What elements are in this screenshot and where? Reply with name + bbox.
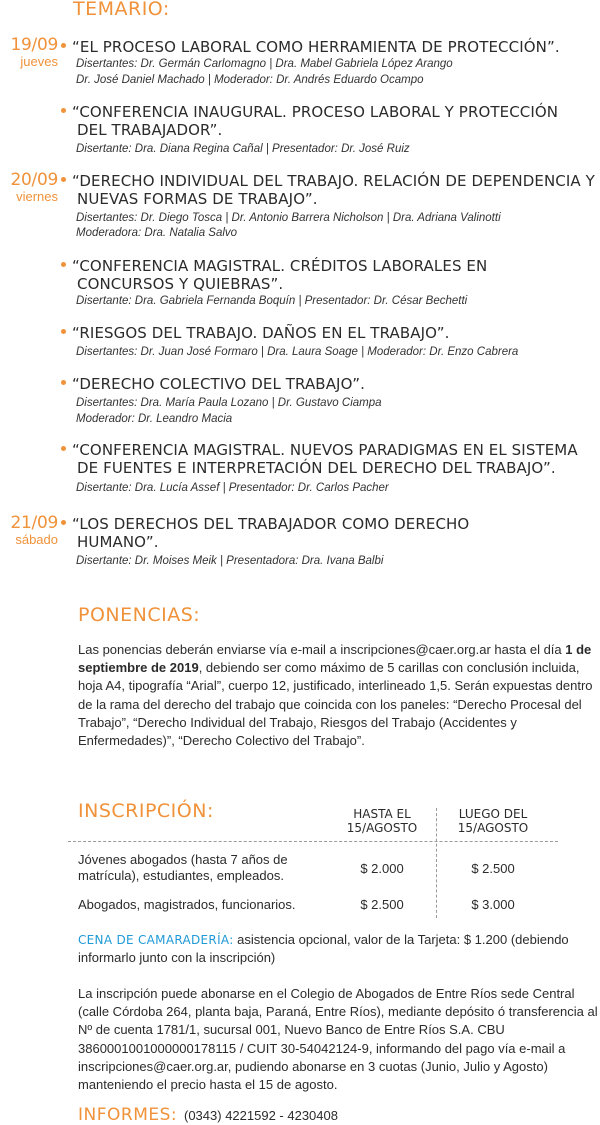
day-date-3 [0, 515, 58, 546]
bullet-icon [61, 43, 66, 48]
program-item-title: “RIESGOS DEL TRABAJO. DAÑOS EN EL TRABAJO”. [72, 324, 450, 342]
table-cell-after: $ 2.500 [471, 861, 515, 876]
day-date-label: 19/09 [10, 35, 58, 55]
program-item-title: “CONFERENCIA MAGISTRAL. NUEVOS PARADIGMAS EN EL SISTEMA DE FUENTES E INTERPRETACIÓN DEL DERECHO DEL TRABAJO”. [72, 441, 578, 477]
table-cell-before: $ 2.000 [360, 861, 404, 876]
day-date-2 [0, 172, 58, 203]
table-row-label: Jóvenes abogados (hasta 7 años de matrícula), estudiantes, empleados. [78, 852, 288, 883]
informes-phones: (0343) 4221592 - 4230408 [184, 1108, 338, 1123]
program-item-speakers-line: Disertante: Dra. Diana Regina Cañal | Presentador: Dr. José Ruiz [76, 143, 410, 155]
table-cell-after: $ 3.000 [471, 897, 515, 912]
program-item-speakers-line: Moderadora: Dra. Natalia Salvo [76, 227, 238, 239]
day-weekday-label: sábado [15, 532, 58, 547]
day-date-label: 21/09 [10, 513, 58, 533]
informes-heading: INFORMES: [78, 1105, 178, 1125]
program-item-title: “CONFERENCIA INAUGURAL. PROCESO LABORAL Y PROTECCIÓN DEL TRABAJADOR”. [72, 103, 559, 139]
ponencias-heading: PONENCIAS: [78, 604, 201, 626]
table-divider [68, 841, 558, 842]
day-weekday-label: viernes [16, 189, 58, 204]
program-item-title: “DERECHO COLECTIVO DEL TRABAJO”. [72, 375, 365, 393]
ponencias-text: , debiendo ser como máximo de 5 carillas con conclusión incluida, hoja A4, tipografía “Arial”, cuerpo 12, justificado, interlineado 1,5. Serán expuestas dentro de la rama del derecho del trabajo que coincida con los paneles: “Derecho Procesal del Trabajo”, “Derecho Individual del Trabajo, Riesgos del Trabajo (Accidentes y Enfermedades)”, “Derecho Colectivo del Trabajo”. [78, 660, 593, 749]
pago-paragraph: La inscripción puede abonarse en el Colegio de Abogados de Entre Ríos sede Central (calle Córdoba 264, planta baja, Paraná, Entre Ríos), mediante depósito ó transferencia al Nº de cuenta 1781/1, sucursal 001, Nuevo Banco de Entre Ríos S.A. CBU 3860001001000000178115 / CUIT 30-54042124-9, informando del pago vía e-mail a inscripciones@caer.org.ar, pudiendo abonarse en 3 cuotas (Junio, Julio y Agosto) manteniendo el precio hasta el 15 de agosto. [78, 986, 598, 1093]
program-item-title: “CONFERENCIA MAGISTRAL. CRÉDITOS LABORALES EN CONCURSOS Y QUIEBRAS”. [72, 257, 488, 293]
day-weekday-label: jueves [20, 54, 58, 69]
program-item-speakers-line: Disertantes: Dr. Diego Tosca | Dr. Antonio Barrera Nicholson | Dra. Adriana Valinotti [76, 212, 501, 224]
program-item-speakers-line: Dr. José Daniel Machado | Moderador: Dr. Andrés Eduardo Ocampo [76, 74, 424, 86]
inscripcion-heading: INSCRIPCIÓN: [78, 800, 214, 822]
bullet-icon [61, 262, 66, 267]
program-item-speakers-line: Disertante: Dra. Lucía Assef | Presentador: Dr. Carlos Pacher [76, 482, 389, 494]
col-header-after: LUEGO DEL 15/AGOSTO [457, 807, 529, 835]
cena-label: CENA DE CAMARADERÍA: [78, 933, 234, 947]
col-header-before: HASTA EL 15/AGOSTO [346, 807, 418, 835]
program-item-speakers-line: Moderador: Dr. Leandro Macia [76, 413, 233, 425]
program-item-speakers-line: Disertante: Dr. Moises Meik | Presentadora: Dra. Ivana Balbi [76, 555, 384, 567]
bullet-icon [61, 520, 66, 525]
table-cell-before: $ 2.500 [360, 897, 404, 912]
bullet-icon [61, 329, 66, 334]
bullet-icon [61, 108, 66, 113]
program-item-speakers-line: Disertante: Dra. Gabriela Fernanda Boquín | Presentador: Dr. César Bechetti [76, 295, 468, 307]
cena-text: asistencia opcional, valor de la Tarjeta: $ 1.200 (debiendo informarlo junto con la inscripción) [78, 932, 569, 966]
ponencias-deadline: 1 de septiembre de 2019 [78, 642, 592, 676]
bullet-icon [61, 446, 66, 451]
program-item-title: “LOS DERECHOS DEL TRABAJADOR COMO DERECHO HUMANO”. [72, 515, 470, 551]
bullet-icon [61, 380, 66, 385]
program-item-speakers-line: Disertantes: Dra. María Paula Lozano | Dr. Gustavo Ciampa [76, 397, 382, 409]
temario-heading: TEMARIO: [73, 0, 170, 20]
bullet-icon [61, 177, 66, 182]
program-item-speakers-line: Disertantes: Dr. Juan José Formaro | Dra. Laura Soage | Moderador: Dr. Enzo Cabrera [76, 346, 519, 358]
cena-paragraph [78, 931, 598, 967]
ponencias-text: Las ponencias deberán enviarse vía e-mail a inscripciones@caer.org.ar hasta el día [78, 642, 566, 657]
day-date-label: 20/09 [10, 170, 58, 190]
day-date-1 [0, 37, 58, 68]
table-row-label: Abogados, magistrados, funcionarios. [78, 897, 296, 912]
table-column-divider [436, 808, 437, 918]
program-item-title: “EL PROCESO LABORAL COMO HERRAMIENTA DE PROTECCIÓN”. [72, 38, 560, 56]
program-item-title: “DERECHO INDIVIDUAL DEL TRABAJO. RELACIÓN DE DEPENDENCIA Y NUEVAS FORMAS DE TRABAJO”. [72, 172, 595, 208]
program-item-speakers-line: Disertantes: Dr. Germán Carlomagno | Dra. Mabel Gabriela López Arango [76, 58, 453, 70]
ponencias-paragraph [78, 641, 598, 750]
